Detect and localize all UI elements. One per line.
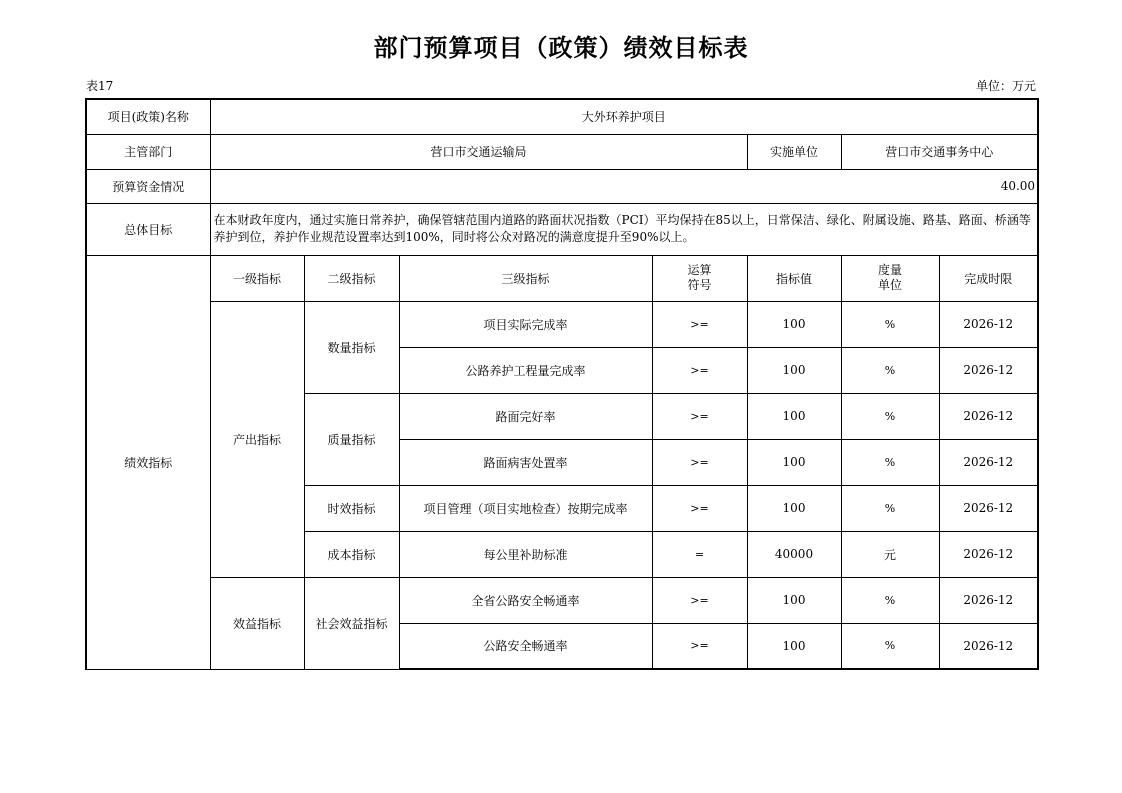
fund-label: 预算资金情况 — [86, 169, 210, 203]
goal-text: 在本财政年度内，通过实施日常养护，确保管辖范围内道路的路面状况指数（PCI）平均保持在85以上，日常保洁、绿化、附属设施、路基、路面、桥涵等养护到位，养护作业规范设置率达到100%，同时将公众对路况的满意度提升至90%以上。 — [210, 203, 1038, 255]
group-benefit: 效益指标 — [210, 577, 304, 669]
indicator-name: 项目管理（项目实地检查）按期完成率 — [399, 485, 652, 531]
indicator-deadline: 2026-12 — [939, 439, 1038, 485]
project-name-label: 项目(政策)名称 — [86, 99, 210, 134]
group-timeliness: 时效指标 — [304, 485, 399, 531]
group-output: 产出指标 — [210, 301, 304, 577]
table-number: 表17 — [86, 79, 114, 93]
project-name-row — [86, 99, 1038, 134]
indicator-operator: >= — [652, 393, 747, 439]
header-deadline: 完成时限 — [939, 255, 1038, 301]
indicator-value: 100 — [747, 485, 841, 531]
table-row — [86, 577, 1038, 623]
header-operator-line1: 运算 — [687, 263, 712, 277]
indicator-unit: % — [841, 577, 939, 623]
indicator-name: 路面完好率 — [399, 393, 652, 439]
group-cost: 成本指标 — [304, 531, 399, 577]
indicator-unit: % — [841, 347, 939, 393]
indicator-deadline: 2026-12 — [939, 347, 1038, 393]
header-unit-line2: 单位 — [877, 278, 902, 292]
group-quality: 质量指标 — [304, 393, 399, 485]
goal-row — [86, 203, 1038, 255]
group-social: 社会效益指标 — [304, 577, 399, 669]
indicator-value: 100 — [747, 301, 841, 347]
header-operator-line2: 符号 — [687, 278, 712, 292]
indicator-deadline: 2026-12 — [939, 393, 1038, 439]
indicator-name: 公路安全畅通率 — [399, 623, 652, 669]
impl-label: 实施单位 — [747, 134, 841, 169]
indicator-operator: >= — [652, 485, 747, 531]
unit-label: 单位：万元 — [975, 79, 1036, 93]
indicator-deadline: 2026-12 — [939, 577, 1038, 623]
indicator-operator: >= — [652, 577, 747, 623]
document-title: 部门预算项目（政策）绩效目标表 — [373, 34, 749, 62]
indicator-value: 100 — [747, 393, 841, 439]
project-name-value: 大外环养护项目 — [210, 99, 1038, 134]
dept-label: 主管部门 — [86, 134, 210, 169]
header-level2: 二级指标 — [304, 255, 399, 301]
performance-indicator-label: 绩效指标 — [86, 255, 210, 669]
dept-value: 营口市交通运输局 — [210, 134, 747, 169]
header-level3: 三级指标 — [399, 255, 652, 301]
indicator-unit: % — [841, 439, 939, 485]
indicator-deadline: 2026-12 — [939, 485, 1038, 531]
indicator-unit: % — [841, 485, 939, 531]
indicator-value: 100 — [747, 439, 841, 485]
performance-target-table — [85, 98, 1039, 670]
header-value: 指标值 — [747, 255, 841, 301]
impl-value: 营口市交通事务中心 — [841, 134, 1038, 169]
indicator-value: 100 — [747, 623, 841, 669]
indicator-unit: 元 — [841, 531, 939, 577]
indicator-name: 公路养护工程量完成率 — [399, 347, 652, 393]
fund-row — [86, 169, 1038, 203]
indicator-operator: >= — [652, 347, 747, 393]
indicator-operator: >= — [652, 623, 747, 669]
indicator-value: 40000 — [747, 531, 841, 577]
header-unit-line1: 度量 — [877, 263, 902, 277]
goal-label: 总体目标 — [86, 203, 210, 255]
indicator-deadline: 2026-12 — [939, 623, 1038, 669]
indicator-operator: >= — [652, 439, 747, 485]
indicator-operator: >= — [652, 301, 747, 347]
group-quantity: 数量指标 — [304, 301, 399, 393]
fund-value: 40.00 — [210, 169, 1038, 203]
indicator-value: 100 — [747, 577, 841, 623]
indicator-name: 全省公路安全畅通率 — [399, 577, 652, 623]
table-row — [86, 301, 1038, 347]
indicator-deadline: 2026-12 — [939, 531, 1038, 577]
indicator-header-row — [86, 255, 1038, 301]
indicator-operator: = — [652, 531, 747, 577]
indicator-unit: % — [841, 393, 939, 439]
indicator-value: 100 — [747, 347, 841, 393]
indicator-deadline: 2026-12 — [939, 301, 1038, 347]
header-operator — [652, 255, 747, 301]
indicator-unit: % — [841, 301, 939, 347]
indicator-name: 项目实际完成率 — [399, 301, 652, 347]
department-row — [86, 134, 1038, 169]
header-unit — [841, 255, 939, 301]
indicator-name: 路面病害处置率 — [399, 439, 652, 485]
indicator-name: 每公里补助标准 — [399, 531, 652, 577]
indicator-unit: % — [841, 623, 939, 669]
header-level1: 一级指标 — [210, 255, 304, 301]
